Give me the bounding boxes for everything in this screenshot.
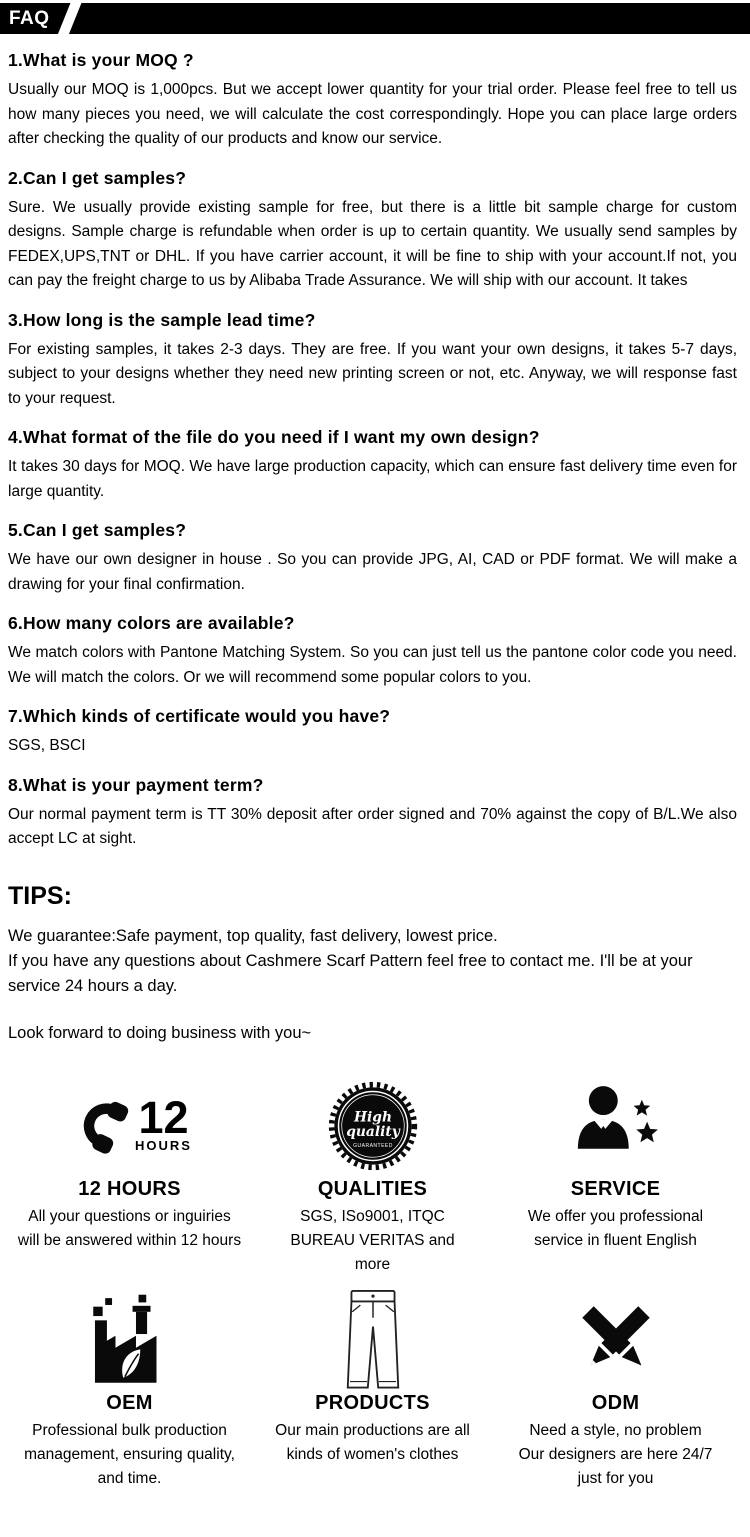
feature-qualities — [251, 1079, 494, 1277]
closing-line: Look forward to doing business with you~ — [8, 1023, 312, 1042]
feature-service — [494, 1079, 737, 1277]
features-grid — [8, 1079, 737, 1491]
feature-title: QUALITIES — [317, 1177, 428, 1200]
faq-answer: SGS, BSCI — [8, 737, 86, 754]
faq-item — [8, 50, 737, 152]
crossed-pencils-icon — [571, 1293, 661, 1387]
feature-title: ODM — [591, 1391, 640, 1414]
feature-oem — [8, 1293, 251, 1491]
faq-answer: It takes 30 days for MOQ. We have large production capacity, which can ensure fast delivery time even for large quantity. — [8, 458, 737, 500]
faq-item — [8, 310, 737, 412]
faq-question: 1.What is your MOQ ? — [8, 50, 194, 70]
feature-desc: Our main productions are all kinds of women's clothes — [275, 1421, 470, 1463]
faq-answer: For existing samples, it takes 2-3 days. They are free. If you want your own designs, it takes 5-7 days, subject to your designs whether they need new printing screen or not, etc. Anyway, we will response fast to your request. — [8, 340, 737, 407]
tips-section — [8, 882, 737, 1043]
feature-title: OEM — [106, 1391, 153, 1414]
faq-answer: Usually our MOQ is 1,000pcs. But we accept lower quantity for your trial order. Please feel free to tell us how many pieces you need, we will calculate the cost correspondingly. Hope you can place large orders after checking the quality of our products and know our service. — [8, 81, 737, 147]
quality-badge-glyph — [327, 1080, 419, 1172]
service-person-glyph — [570, 1082, 662, 1170]
faq-question: 7.Which kinds of certificate would you have? — [8, 706, 391, 726]
phone-icon-text — [135, 1092, 192, 1153]
feature-desc: Need a style, no problem Our designers are here 24/7 just for you — [518, 1421, 713, 1487]
faq-question: 5.Can I get samples? — [8, 520, 187, 540]
feature-odm — [494, 1293, 737, 1491]
quality-badge-icon — [327, 1079, 419, 1173]
badge-text-guaranteed: GUARANTEED — [352, 1142, 393, 1149]
badge-text-quality: quality — [345, 1123, 400, 1140]
page-title: FAQ — [9, 8, 50, 29]
tips-guarantee-line: We guarantee:Safe payment, top quality, fast delivery, lowest price. — [8, 926, 498, 945]
feature-12-hours — [8, 1079, 251, 1277]
factory-icon — [87, 1293, 173, 1387]
feature-desc: All your questions or inguiries will be answered within 12 hours — [17, 1207, 242, 1249]
feature-desc: We offer you professional service in fluent English — [527, 1207, 704, 1249]
faq-question: 3.How long is the sample lead time? — [8, 309, 316, 330]
tips-contact-line: If you have any questions about Cashmere Scarf Pattern feel free to contact me. I'll be at your service 24 hours a day. — [8, 951, 693, 995]
feature-title: 12 HOURS — [78, 1177, 181, 1200]
feature-title: SERVICE — [570, 1177, 661, 1200]
faq-list — [8, 50, 737, 852]
faq-question: 6.How many colors are available? — [8, 613, 295, 633]
faq-answer: We match colors with Pantone Matching System. So you can just tell us the pantone color code you need. We will match the colors. Or we will recommend some popular colors to you. — [8, 644, 737, 686]
faq-question: 8.What is your payment term? — [8, 774, 264, 795]
badge-text-high: High — [353, 1108, 392, 1125]
factory-glyph — [87, 1293, 173, 1387]
phone-handset-icon — [67, 1079, 192, 1173]
pants-icon — [342, 1293, 404, 1387]
content — [0, 50, 750, 1491]
faq-item — [8, 427, 737, 504]
header-slash-decoration — [56, 3, 84, 34]
phone-handset-glyph — [67, 1089, 137, 1163]
tips-title: TIPS: — [8, 881, 72, 910]
faq-item — [8, 775, 737, 852]
header-bar — [0, 3, 750, 34]
faq-item — [8, 613, 737, 690]
faq-item — [8, 520, 737, 597]
phone-icon-number: 12 — [138, 1092, 189, 1143]
crossed-pencils-glyph — [571, 1295, 661, 1385]
service-person-icon — [570, 1079, 662, 1173]
feature-desc: Professional bulk production management, ensuring quality, and time. — [24, 1421, 235, 1487]
faq-item — [8, 706, 737, 759]
faq-answer: We have our own designer in house . So you can provide JPG, AI, CAD or PDF format. We will make a drawing for your final confirmation. — [8, 551, 737, 593]
faq-answer: Our normal payment term is TT 30% deposit after order signed and 70% against the copy of B/L.We also accept LC at sight. — [8, 805, 737, 847]
faq-question: 2.Can I get samples? — [8, 167, 187, 188]
feature-desc: SGS, ISo9001, ITQC BUREAU VERITAS and more — [290, 1207, 455, 1273]
pants-glyph — [342, 1288, 404, 1392]
faq-question: 4.What format of the file do you need if I want my own design? — [8, 427, 540, 447]
feature-title: PRODUCTS — [315, 1391, 430, 1414]
faq-item — [8, 168, 737, 294]
feature-products — [251, 1293, 494, 1491]
phone-icon-hours-label: HOURS — [135, 1138, 192, 1153]
faq-answer: Sure. We usually provide existing sample for free, but there is a little bit sample charge for custom designs. Sample charge is refundable when order is up to certain quantity. We usually send samples by FEDEX,UPS,TNT or DHL. If you have carrier account, it will be fine to ship with your account.If not, you can pay the freight charge to us by Alibaba Trade Assurance. We will ship with our account. It takes — [8, 198, 737, 289]
